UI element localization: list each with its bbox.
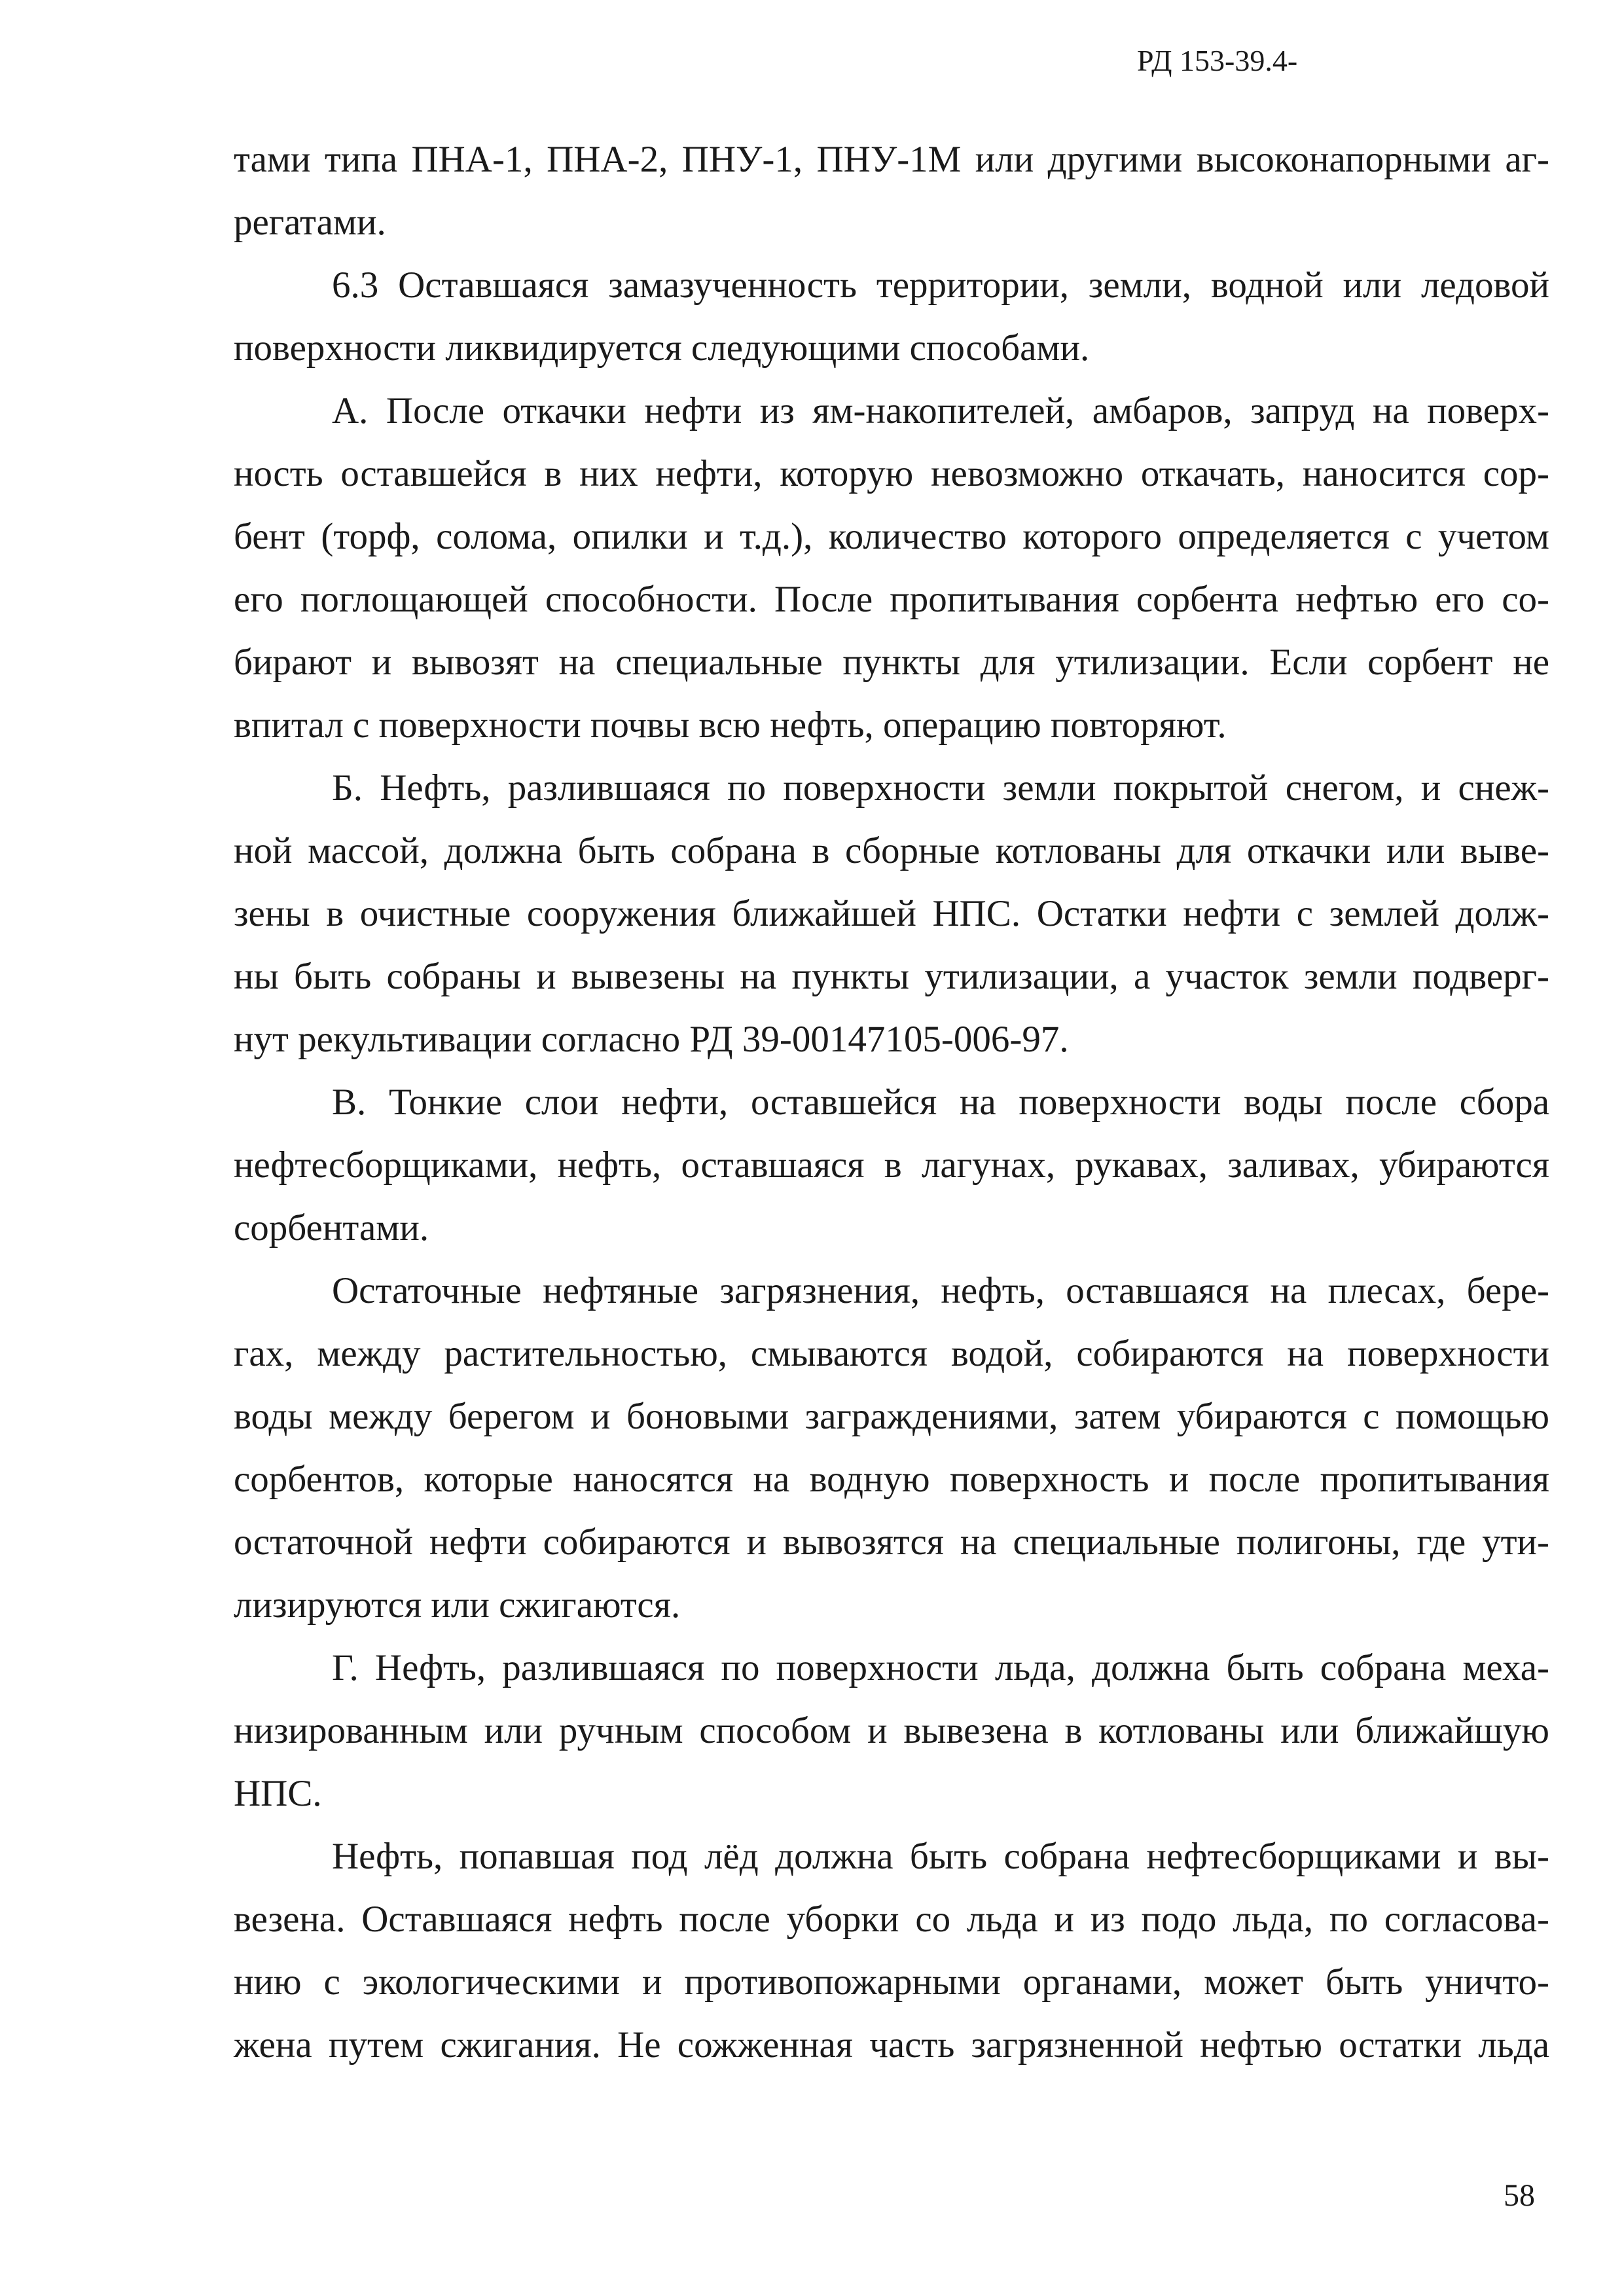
text-line: жена путем сжигания. Не сожженная часть загрязненной нефтью остатки льда — [234, 2024, 1549, 2066]
text-line: гах, между растительностью, смываются водой, собираются на поверхности — [234, 1333, 1549, 1374]
text-line: В. Тонкие слои нефти, оставшейся на поверхности воды после сбора — [332, 1082, 1549, 1123]
text-line: Б. Нефть, разлившаяся по поверхности земли покрытой снегом, и снеж- — [332, 767, 1549, 809]
text-line: нию с экологическими и противопожарными органами, может быть уничто- — [234, 1961, 1549, 2003]
text-line: ны быть собраны и вывезены на пункты утилизации, а участок земли подверг- — [234, 956, 1549, 997]
document-body — [234, 128, 1549, 2077]
page-number: 58 — [1504, 2178, 1535, 2213]
text-line: сорбентами. — [234, 1207, 429, 1248]
text-line: нут рекультивации согласно РД 39-00147105-006-97. — [234, 1019, 1069, 1060]
text-line: низированным или ручным способом и вывезена в котлованы или ближайшую — [234, 1710, 1549, 1751]
text-line: НПС. — [234, 1773, 322, 1814]
text-line: поверхности ликвидируется следующими способами. — [234, 327, 1090, 369]
document-code-header: РД 153-39.4- — [1137, 44, 1298, 77]
text-line: регатами. — [234, 202, 386, 243]
text-line: бент (торф, солома, опилки и т.д.), количество которого определяется с учетом — [234, 516, 1549, 557]
text-line: 6.3 Оставшаяся замазученность территории, земли, водной или ледовой — [332, 264, 1549, 306]
text-line: тами типа ПНА-1, ПНА-2, ПНУ-1, ПНУ-1М или другими высоконапорными аг- — [234, 139, 1549, 180]
text-line: его поглощающей способности. После пропитывания сорбента нефтью его со- — [234, 579, 1549, 620]
text-line: лизируются или сжигаются. — [234, 1584, 681, 1626]
text-line: Г. Нефть, разлившаяся по поверхности льда, должна быть собрана меха- — [332, 1647, 1549, 1688]
text-line: А. После откачки нефти из ям-накопителей, амбаров, запруд на поверх- — [332, 390, 1549, 431]
text-line: ность оставшейся в них нефти, которую невозможно откачать, наносится сор- — [234, 453, 1549, 494]
text-line: Нефть, попавшая под лёд должна быть собрана нефтесборщиками и вы- — [332, 1836, 1549, 1877]
text-line: Остаточные нефтяные загрязнения, нефть, оставшаяся на плесах, бере- — [332, 1270, 1549, 1311]
text-line: ной массой, должна быть собрана в сборные котлованы для откачки или выве- — [234, 830, 1549, 871]
text-line: нефтесборщиками, нефть, оставшаяся в лагунах, рукавах, заливах, убираются — [234, 1144, 1549, 1186]
text-line: зены в очистные сооружения ближайшей НПС. Остатки нефти с землей долж- — [234, 893, 1549, 934]
text-line: бирают и вывозят на специальные пункты для утилизации. Если сорбент не — [234, 642, 1549, 683]
text-line: впитал с поверхности почвы всю нефть, операцию повторяют. — [234, 704, 1227, 746]
text-line: везена. Оставшаяся нефть после уборки со льда и из подо льда, по согласова- — [234, 1899, 1549, 1940]
text-line: сорбентов, которые наносятся на водную поверхность и после пропитывания — [234, 1459, 1549, 1500]
text-line: воды между берегом и боновыми заграждениями, затем убираются с помощью — [234, 1396, 1549, 1437]
text-line: остаточной нефти собираются и вывозятся на специальные полигоны, где ути- — [234, 1522, 1549, 1563]
